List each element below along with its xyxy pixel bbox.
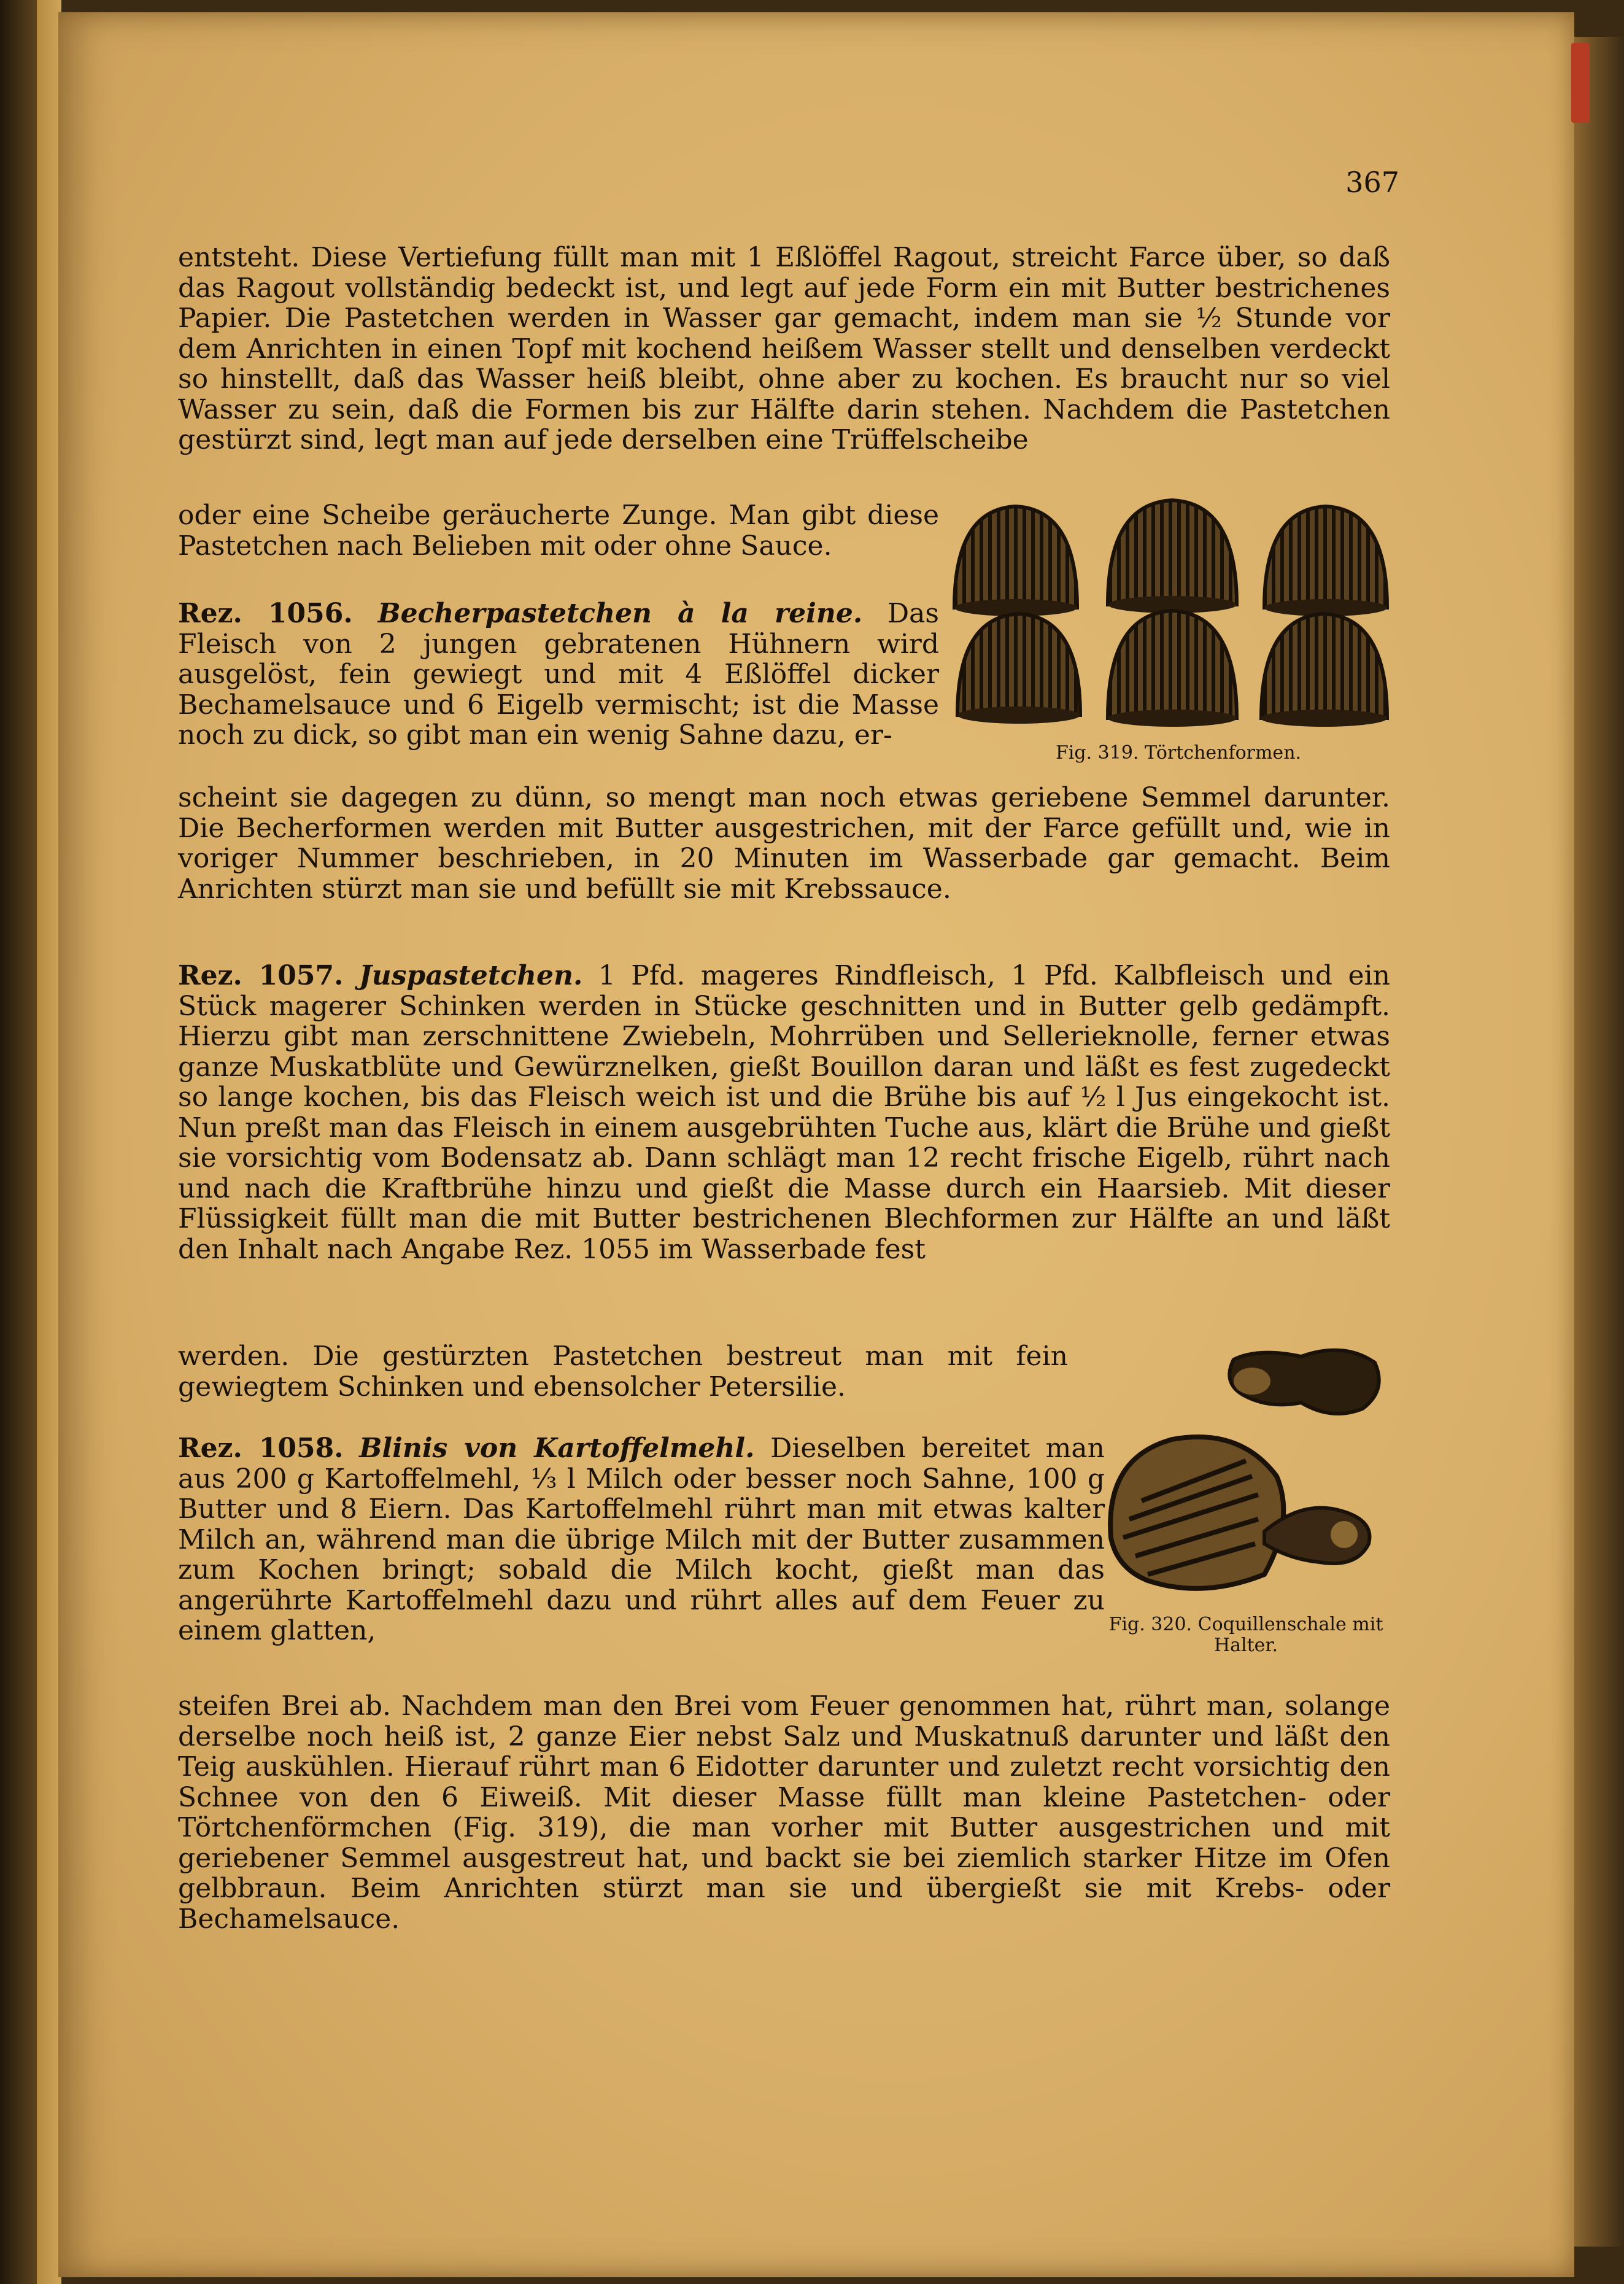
holder-clip (1229, 1350, 1378, 1414)
paragraph-intro (178, 242, 1390, 500)
mould-top-center (1108, 500, 1237, 613)
page-number: 367 (1345, 166, 1399, 199)
recipe-1057-label: Rez. 1057. (178, 960, 344, 991)
mould-bottom-center (1108, 611, 1237, 727)
recipe-1058-title: Blinis von Kartoffelmehl. (359, 1433, 755, 1464)
recipe-1056-label: Rez. 1056. (178, 598, 353, 629)
recipe-1056-text-a: Das Fleisch von 2 jungen gebratenen Hühnern wird ausgelöst, fein gewiegt und mit 4 Eßlöffel dicker Bechamelsauce und 6 Eigelb vermischt; ist die Masse noch zu dick, so gibt man ein wenig Sahne dazu, er- (178, 598, 939, 751)
recipe-1057-text-a: 1 Pfd. mageres Rindfleisch, 1 Pfd. Kalbfleisch und ein Stück magerer Schinken werden in Stücke geschnitten und in Butter gelb gedämpft. Hierzu gibt man zerschnittene Zwiebeln, Mohrrüben und Sellerieknolle, ferner etwas ganze Muskatblüte und Gewürznelken, gießt Bouillon daran und läßt es fest zugedeckt so lange kochen, bis das Fleisch weich ist und die Brühe bis auf ½ l Jus eingekocht ist. Nun preßt man das Fleisch in einem ausgebrühten Tuche aus, klärt die Brühe und gießt sie vorsichtig vom Bodensatz ab. Dann schlägt man 12 recht frische Eigelb, rührt nach und nach die Kraftbrühe hinzu und gießt die Masse durch ein Haarsieb. Mit dieser Flüssigkeit füllt man die mit Butter bestrichenen Blechformen zur Hälfte an und läßt den Inhalt nach Angabe Rez. 1055 im Wasserbade fest (178, 960, 1390, 1265)
recipe-1056-text-b: scheint sie dagegen zu dünn, so mengt man noch etwas geriebene Semmel darunter. Die Becherformen werden mit Butter ausgestrichen, mit der Farce gefüllt und, wie in voriger Nummer beschrieben, in 20 Minuten im Wasserbade gar gemacht. Beim Anrichten stürzt man sie und befüllt sie mit Krebssauce. (178, 782, 1390, 905)
recipe-1056-first (178, 598, 939, 783)
recipe-1057-title: Juspastetchen. (358, 960, 583, 991)
recipe-1058-text-b: steifen Brei ab. Nachdem man den Brei vom Feuer genommen hat, rührt man, solange derselbe noch heiß ist, 2 ganze Eier nebst Salz und Muskatnuß darunter und läßt den Teig auskühlen. Hierauf rührt man 6 Eidotter darunter und zuletzt recht vorsichtig den Schnee von den 6 Eiweiß. Mit dieser Masse füllt man kleine Pastetchen- oder Törtchenförmchen (Fig. 319), die man vorher mit Butter ausgestrichen und mit geriebener Semmel ausgestreut hat, und backt sie bei ziemlich starker Hitze im Ofen gelbbraun. Beim Anrichten stürzt man sie und übergießt sie mit Krebs- oder Bechamelsauce. (178, 1690, 1390, 1935)
left-page-edge (37, 0, 61, 2284)
recipe-1057-first (178, 961, 1390, 1341)
recipe-1057-text-b: werden. Die gestürzten Pastetchen bestreut man mit fein gewiegtem Schinken und ebensolcher Petersilie. (178, 1341, 1068, 1403)
recipe-1056-second (178, 783, 1390, 930)
recipe-1058-text-a: Dieselben bereitet man aus 200 g Kartoffelmehl, ⅓ l Milch oder besser noch Sahne, 100 g Butter und 8 Eiern. Das Kartoffelmehl rührt man mit etwas kalter Milch an, während man die übrige Milch mit der Butter zusammen zum Kochen bringt; sobald die Milch kocht, gießt man das angerührte Kartoffelmehl dazu und rührt alles auf dem Feuer zu einem glatten, (178, 1433, 1105, 1646)
tart-moulds-drawing (945, 485, 1399, 730)
figure-320-caption: Fig. 320. Coquillenschale mit Halter. (1108, 1614, 1383, 1656)
recipe-1058-second (178, 1691, 1390, 1986)
mould-bottom-right (1261, 614, 1387, 727)
mould-top-left (954, 506, 1077, 616)
right-page-edge (1574, 37, 1624, 2247)
recipe-1058-label: Rez. 1058. (178, 1433, 344, 1464)
figure-320-shell-holder (1099, 1335, 1393, 1611)
paragraph-intro-continued-text: oder eine Scheibe geräucherte Zunge. Man gibt diese Pastetchen nach Belieben mit oder ohne Sauce. (178, 500, 939, 562)
figure-319-caption: Fig. 319. Törtchenformen. (1055, 742, 1302, 764)
shell-holder-drawing (1099, 1335, 1393, 1611)
paragraph-intro-text: entsteht. Diese Vertiefung füllt man mit 1 Eßlöffel Ragout, streicht Farce über, so daß das Ragout vollständig bedeckt ist, und legt auf jede Form ein mit Butter bestrichenes Papier. Die Pastetchen werden in Wasser gar gemacht, indem man sie ½ Stunde vor dem Anrichten in einen Topf mit kochend heißem Wasser stellt und denselben verdeckt so hinstellt, daß das Wasser heiß bleibt, ohne aber zu kochen. Es braucht nur so viel Wasser zu sein, daß die Formen bis zur Hälfte darin stehen. Nachdem die Pastetchen gestürzt sind, legt man auf jede derselben eine Trüffelscheibe (178, 242, 1390, 455)
paragraph-intro-continued (178, 500, 939, 568)
figure-319-tart-moulds (945, 485, 1399, 730)
mould-top-right (1264, 506, 1387, 616)
scallop-shell (1110, 1437, 1283, 1589)
recipe-1057-second (178, 1341, 1068, 1409)
recipe-1058-first (178, 1433, 1105, 1691)
bookmark-ribbon (1571, 43, 1590, 123)
mould-bottom-left (957, 614, 1080, 724)
recipe-1056-title: Becherpastetchen à la reine. (377, 598, 863, 629)
